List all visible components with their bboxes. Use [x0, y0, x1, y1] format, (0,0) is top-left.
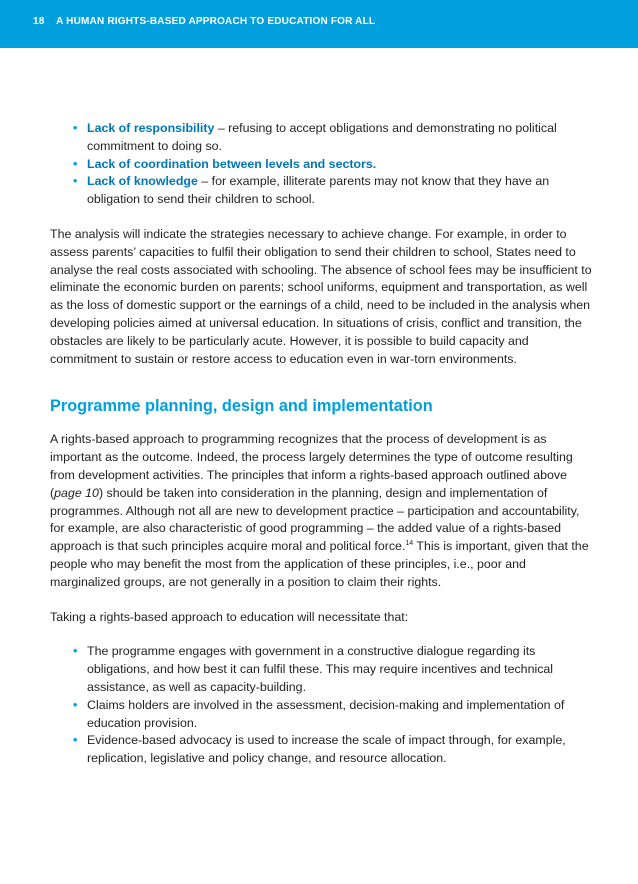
running-header: [33, 16, 375, 27]
page-reference: page 10: [54, 485, 99, 500]
paragraph-intro-list: Taking a rights-based approach to education will necessitate that:: [50, 609, 409, 624]
bullet-term: Lack of responsibility: [87, 121, 215, 135]
paragraph-programming: [50, 431, 595, 591]
list-item: • The programme engages with government in a constructive dialogue regarding its obligations, and how best it can fulfil these. This may require incentives and technical assistance, as well as capacity-building.: [73, 643, 595, 696]
bullet-text: – for example, illiterate parents may not know that they have an obligation to send their children to school.: [87, 174, 550, 207]
page-body: [50, 120, 595, 768]
bullet-term: Lack of coordination between levels and sectors.: [87, 156, 377, 171]
text-run: A rights-based approach to programming recognizes that the process of development is as important as the outcome. Indeed, the process largely determines the type of outcome resulting from development activities. The principles that inform a rights-based approach outlined above (: [50, 432, 573, 500]
bullet-term: Lack of knowledge: [87, 174, 198, 189]
requirements-list: [50, 643, 595, 768]
section-heading: Programme planning, design and implementation: [50, 397, 433, 416]
paragraph-analysis: The analysis will indicate the strategies necessary to achieve change. For example, in order to assess parents’ capacities to fulfil their obligation to send their children to school, States need to analyse the real costs associated with schooling. The absence of school fees may be insufficient to eliminate the economic burden on parents; school uniforms, equipment and transportation, as well as the loss of domestic support or the earnings of a child, need to be included in the analysis when developing policies aimed at universal education. In situations of crisis, conflict and transition, the obstacles are likely to be particularly acute. However, it is possible to build capacity and commitment to sustain or restore access to education even in war-torn environments.: [50, 226, 592, 366]
header-band: [0, 0, 638, 48]
list-item: [73, 173, 595, 209]
page-number: 18: [33, 16, 45, 27]
footnote-marker: 14: [405, 540, 414, 548]
text-run: ) should be taken into consideration in the planning, design and implementation of programmes. Although not all are new to development practice – participation and accountability, for example, are also characteristic of good programming – the added value of a rights-based approach is that such principles acquire moral and political force.: [50, 485, 580, 554]
text-run: This is important, given that the people who may benefit the most from the application of these principles, i.e., poor and marginalized groups, are not generally in a position to claim their rights.: [50, 539, 589, 589]
list-item: • Claims holders are involved in the assessment, decision-making and implementation of education provision.: [73, 697, 595, 733]
bullet-text: – refusing to accept obligations and demonstrating no political commitment to doing so.: [87, 121, 557, 153]
obstacles-list: [50, 120, 595, 209]
list-item: • Evidence-based advocacy is used to increase the scale of impact through, for example, replication, legislative and policy change, and resource allocation.: [73, 732, 595, 768]
list-item: [73, 156, 595, 174]
list-item: [73, 120, 595, 156]
running-title: A HUMAN RIGHTS-BASED APPROACH TO EDUCATION FOR ALL: [56, 16, 376, 27]
